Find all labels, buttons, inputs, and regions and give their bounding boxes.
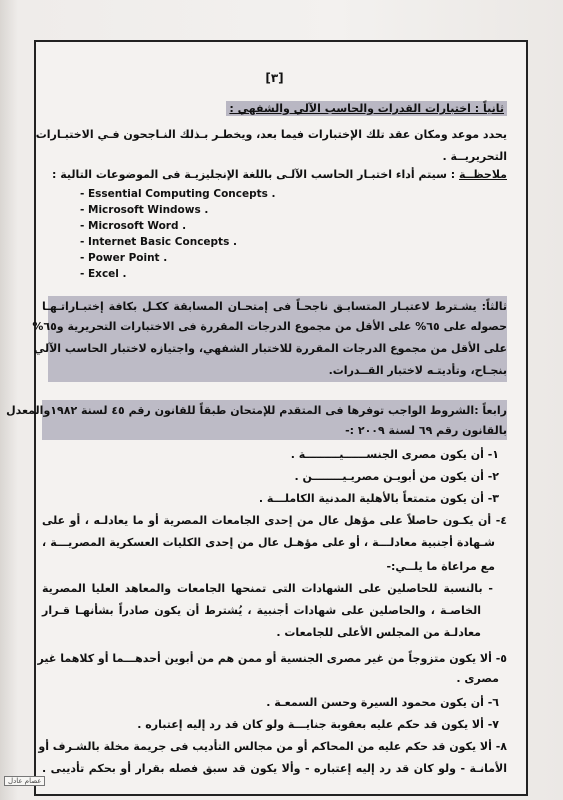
topic-item: - Internet Basic Concepts . [80,236,237,248]
condition-item: ٦- أن يكون محمود السيرة وحسن السمعـة . [266,696,499,709]
topic-item: - Excel . [80,268,127,280]
section-three-line1: ثالثاً: يشـترط لاعتبـار المتسابـق ناجحـاً فى إمتحـان المسابقة ككـل بكافة إختبـاراتـهـا [42,300,507,313]
condition-item-continuation: الأمانـة - ولو كان قد رد إليه إعتباره - وألا يكون قد سبق فصله بقرار أو بحكم تأديبى . [42,762,507,775]
note-line [52,166,507,183]
condition-item: ٨- ألا يكون قد حكم عليه من المحاكم أو من مجالس التأديب فى جريمة مخلة بالشـرف أو [38,740,507,753]
condition-subitem-continuation: الخاصـة ، والحاصلين على شهادات أجنبية ، يُشترط أن يكون صادراً بشأنهـا قـرار [42,604,481,617]
condition-item-continuation: مصرى . [456,672,499,685]
archive-stamp: عصام عادل [4,776,45,786]
condition-item: ١- أن يكون مصرى الجنســــــيـــــــــة . [290,448,499,461]
section-four-heading-line2: بالقانون رقم ٦٩ لسنة ٢٠٠٩ :- [345,424,507,437]
section-three-line3: على الأقل من مجموع الدرجات المقررة للاختبار الشفهي، واجتيازه لاختبار الحاسب الآلي [33,342,507,355]
condition-item: ٢- أن يكون من أبويـن مصريـيــــــــن . [294,470,499,483]
topic-item: - Microsoft Word . [80,220,187,232]
section-two-paragraph-line2: التحريريــة . [442,150,507,163]
topic-item: - Power Point . [80,252,168,264]
note-text: : سيتم أداء اختبـار الحاسب الآلـى باللغة الإنجليزيـة فى الموضوعات التالية : [52,168,459,181]
condition-item: ٧- ألا يكون قد حكم عليه بعقوبة جنايـــة ولو كان قد رد إليه إعتباره . [137,718,499,731]
section-four-heading-line1: رابعاً :الشروط الواجب توفرها فى المتقدم للإمتحان طبقاً للقانون رقم ٤٥ لسنة ١٩٨٢والمعدل [6,404,507,417]
topic-item: - Microsoft Windows . [80,204,209,216]
section-three-line2: حصوله على ٦٥% على الأقل من مجموع الدرجات المقررة فى الاختبارات التحريرية و٦٥% [32,320,507,333]
condition-item: ٤- أن يكـون حاصلاً على مؤهل عال من إحدى الجامعات المصرية أو ما يعادلـه ، أو على [42,514,507,527]
condition-item: ٥- ألا يكون متزوجاً من غير مصرى الجنسية أو ممن هم من أبوين أحدهـــما أو كلاهما غير [37,652,507,665]
condition-item: ٣- أن يكون متمتعاً بالأهلية المدنية الكاملـــة . [258,492,499,505]
section-two-heading: ثانياً : اختبارات القدرات والحاسب الآلي والشفهي : [226,100,507,117]
page-number: [٣] [265,71,284,85]
condition-subitem-continuation: معادلـة من المجلس الأعلى للجامعات . [276,626,481,639]
topic-item: - Essential Computing Concepts . [80,188,276,200]
condition-subitem: - بالنسبة للحاصلين على الشهادات التى تمنحها الجامعات والمعاهد العليا المصرية [42,582,493,595]
condition-item-continuation: شـهادة أجنبية معادلـــة ، أو على مؤهـل عال من إحدى الكليات العسكرية المصريـــة ، [42,536,495,549]
condition-note: مع مراعاة ما يلــي:- [386,560,495,573]
note-label: ملاحظــة [459,168,507,181]
section-two-paragraph-line1: يحدد موعد ومكان عقد تلك الإختبارات فيما بعد، ويخطـر بـذلك النـاجحون فـي الاختبـارات [35,128,507,141]
section-three-line4: بنجـاح، وتأديتـه لاختبار القــدرات. [328,364,507,377]
